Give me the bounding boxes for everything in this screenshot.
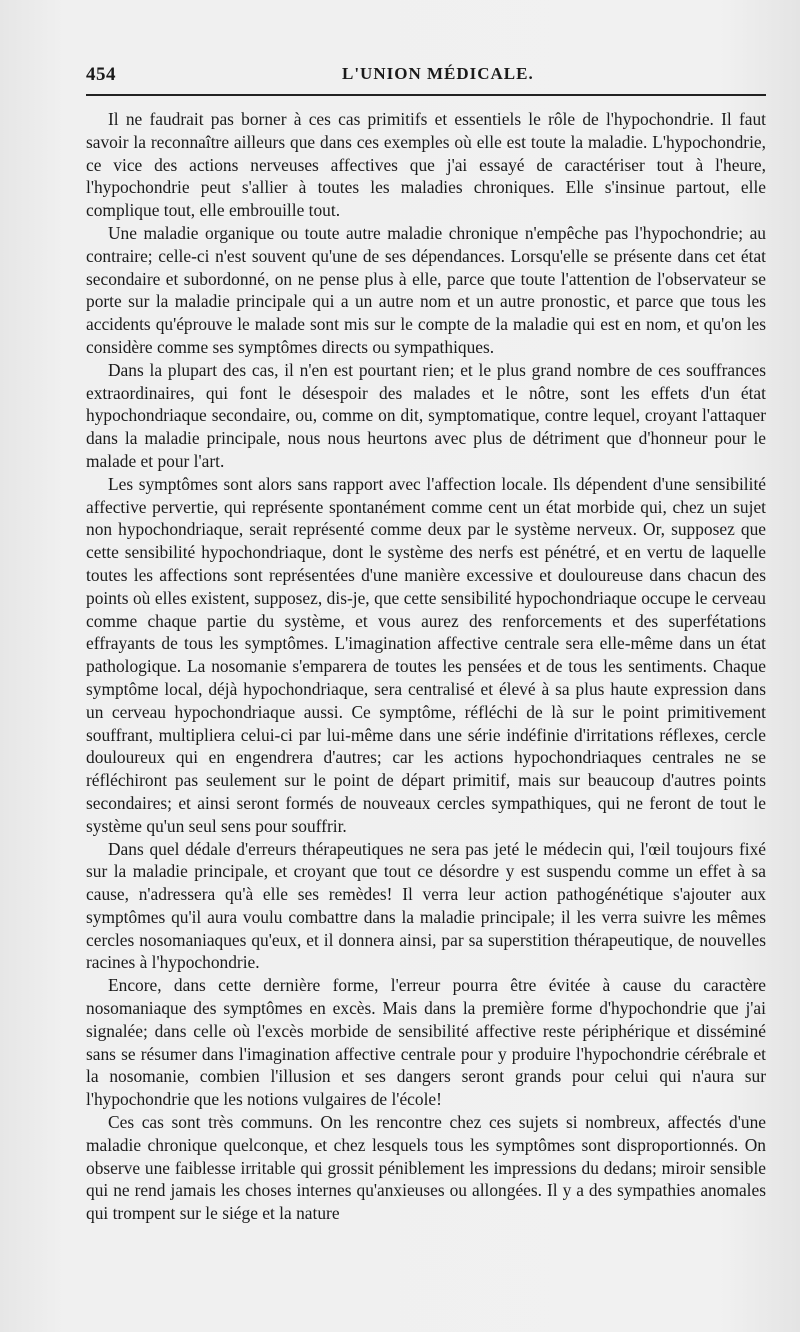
paragraph: Il ne faudrait pas borner à ces cas primitifs et essentiels le rôle de l'hypochondrie. Il faut savoir la reconnaître ailleurs que dans ces exemples où elle est toute la maladie. L'hypochondrie, ce vice des actions nerveuses affectives que j'ai essayé de caractériser tout à l'heure, l'hypochondrie peut s'allier à toutes les maladies chroniques. Elle s'insinue partout, elle complique tout, elle embrouille tout. [86,109,766,221]
paragraph: Une maladie organique ou toute autre maladie chronique n'empêche pas l'hypochondrie; au contraire; celle-ci n'est souvent qu'une de ses dépendances. Lorsqu'elle se présente dans cet état secondaire et subordonné, on ne pense plus à elle, parce que toute l'attention de l'observateur se porte sur la maladie principale qui a un autre nom et un autre pronostic, et parce que tous les accidents qu'éprouve le malade sont mis sur le compte de la maladie qui est en nom, et qu'on les considère comme ses symptômes directs ou sympathiques. [86,222,766,357]
paragraph: Ces cas sont très communs. On les rencontre chez ces sujets si nombreux, affectés d'une maladie chronique quelconque, et chez lesquels tous les symptômes sont disproportionnés. On observe une faiblesse irritable qui grossit péniblement les impressions du dedans; miroir sensible qui ne rend jamais les choses internes qu'anxieuses ou allongées. Il y a des sympathies anomales qui trompent sur le siége et la nature [86,1112,766,1224]
paragraph: Dans quel dédale d'erreurs thérapeutiques ne sera pas jeté le médecin qui, l'œil toujours fixé sur la maladie principale, et croyant que tout ce désordre y est suspendu comme un effet à sa cause, n'adressera qu'à elle ses remèdes! Il verra leur action pathogénétique s'ajouter aux symptômes qu'il aura voulu combattre dans la maladie principale; il les verra suivre les mêmes cercles nosomaniaques qu'eux, et il donnera ainsi, par sa superstition thérapeutique, de nouvelles racines à l'hypochondrie. [86,838,766,973]
paragraph: Les symptômes sont alors sans rapport avec l'affection locale. Ils dépendent d'une sensibilité affective pervertie, qui représente spontanément comme cent un état morbide qui, chez un sujet non hypochondriaque, serait représenté comme deux par le système nerveux. Or, supposez que cette sensibilité hypochondriaque, dont le système des nerfs est pénétré, et en vertu de laquelle toutes les affections sont représentées d'une manière excessive et douloureuse dans chacun des points où elles existent, supposez, dis-je, que cette sensibilité hypochondriaque occupe le cerveau comme chaque partie du système, et vous aurez des renforcements et des superfétations effrayants de tous les symptômes. L'imagination affective centrale sera elle-même dans un état pathologique. La nosomanie s'emparera de toutes les pensées et de tous les sentiments. Chaque symptôme local, déjà hypochondriaque, sera centralisé et élevé à sa plus haute expression dans un cerveau hypochondriaque aussi. Ce symptôme, réfléchi de là sur le point primitivement souffrant, multipliera celui-ci par lui-même dans une série indéfinie d'irritations réflexes, cercle douloureux qui en engendrera d'autres; car les actions hypochondriaques centrales ne se réfléchiront pas seulement sur le point de départ primitif, mais sur beaucoup d'autres points secondaires; et ainsi seront formés de nouveaux cercles sympathiques, qui ne feront de tout le système qu'un seul sens pour souffrir. [86,473,766,836]
paragraph: Dans la plupart des cas, il n'en est pourtant rien; et le plus grand nombre de ces souffrances extraordinaires, qui font le désespoir des malades et le nôtre, sont les effets d'un état hypochondriaque secondaire, ou, comme on dit, symptomatique, contre lequel, croyant l'attaquer dans la maladie principale, nous nous heurtons avec plus de détriment que d'honneur pour le malade et pour l'art. [86,359,766,471]
running-title: L'UNION MÉDICALE. [342,64,534,83]
paragraph: Encore, dans cette dernière forme, l'erreur pourra être évitée à cause du caractère nosomaniaque des symptômes en excès. Mais dans la première forme d'hypochondrie que j'ai signalée; dans celle où l'excès morbide de sensibilité affective reste périphérique et disséminé sans se résumer dans l'imagination affective centrale pour y produire l'hypochondrie cérébrale et la nosomanie, combien l'illusion et ses dangers seront grands pour celui qui n'aura sur l'hypochondrie que les notions vulgaires de l'école! [86,975,766,1110]
page-header [86,60,766,90]
header-rule [86,94,766,96]
page-number: 454 [86,64,116,85]
body-text [86,108,766,1225]
